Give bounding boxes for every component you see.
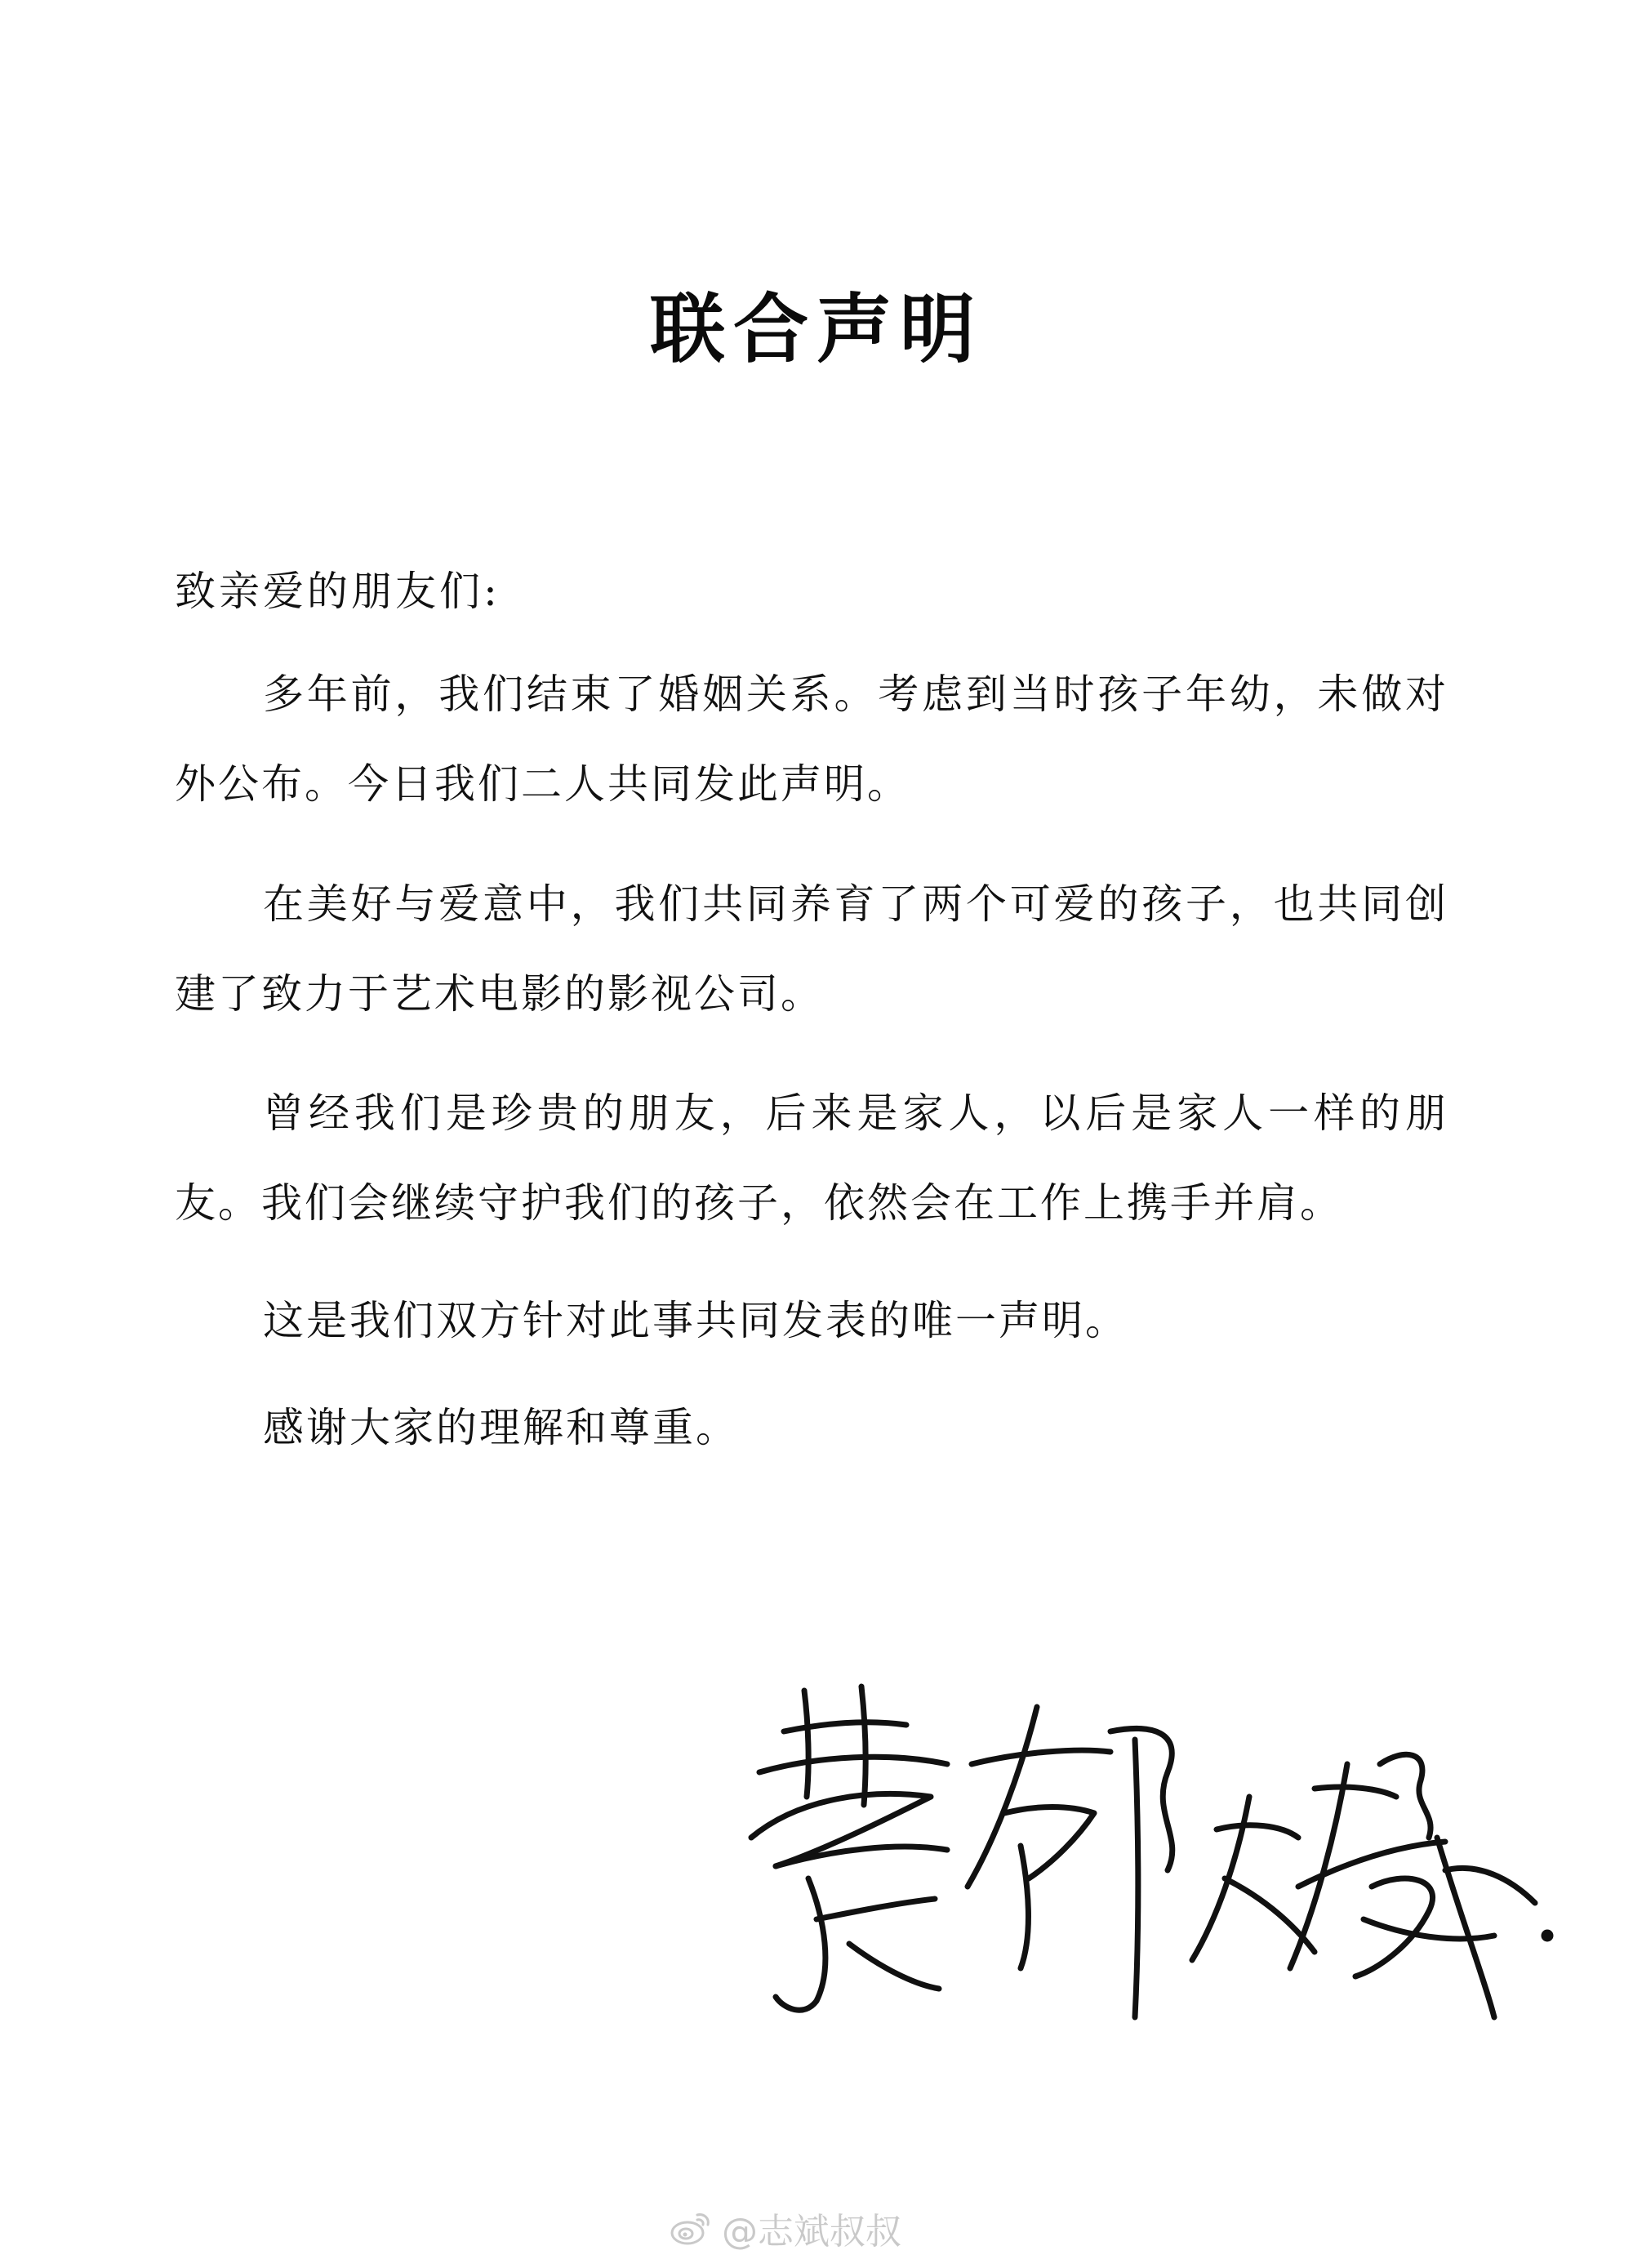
weibo-icon <box>670 2210 712 2246</box>
paragraph-3: 曾经我们是珍贵的朋友，后来是家人，以后是家人一样的朋友。我们会继续守护我们的孩子，依然会在工作上携手并肩。 <box>175 1089 1448 1227</box>
paragraph-5: 感谢大家的理解和尊重。 <box>263 1404 739 1451</box>
watermark-handle: @志斌叔叔 <box>722 2211 901 2252</box>
paragraph-1: 多年前，我们结束了婚姻关系。考虑到当时孩子年幼，未做对外公布。今日我们二人共同发此声明。 <box>175 671 1448 808</box>
weibo-watermark <box>670 2203 901 2252</box>
paragraph-4: 这是我们双方针对此事共同发表的唯一声明。 <box>263 1297 1128 1344</box>
salutation: 致亲爱的朋友们: <box>175 568 501 615</box>
document-title: 联合声明 <box>649 286 983 373</box>
handwritten-signature <box>727 1674 1568 2050</box>
paragraph-2: 在美好与爱意中，我们共同养育了两个可爱的孩子，也共同创建了致力于艺术电影的影视公司。 <box>175 880 1448 1018</box>
